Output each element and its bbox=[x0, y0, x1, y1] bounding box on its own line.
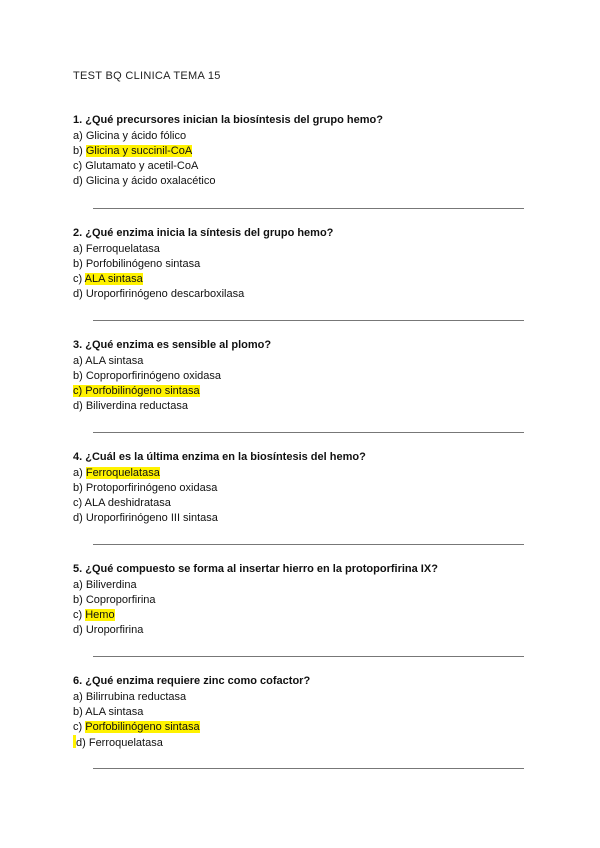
option-text: Biliverdina bbox=[85, 579, 137, 591]
option-a bbox=[73, 354, 533, 369]
option-b bbox=[73, 481, 533, 496]
option-text: Uroporfirina bbox=[85, 624, 144, 636]
option-prefix: c) bbox=[73, 497, 85, 509]
question-text: 2. ¿Qué enzima inicia la síntesis del grupo hemo? bbox=[73, 227, 334, 239]
option-prefix: d) bbox=[76, 737, 89, 749]
option-prefix: b) bbox=[73, 706, 86, 718]
question-text: 4. ¿Cuál es la última enzima en la biosíntesis del hemo? bbox=[73, 451, 366, 463]
option-d bbox=[73, 735, 533, 752]
option-prefix: a) bbox=[73, 130, 86, 142]
option-prefix: c) bbox=[73, 721, 86, 733]
option-prefix: a) bbox=[73, 579, 86, 591]
option-d bbox=[73, 511, 533, 526]
option-d bbox=[73, 399, 533, 414]
option-prefix: a) bbox=[73, 691, 86, 703]
highlighted-answer: Ferroquelatasa bbox=[85, 467, 160, 479]
option-prefix: b) bbox=[73, 370, 86, 382]
option-text: Glicina y ácido fólico bbox=[85, 130, 187, 142]
option-text: ALA deshidratasa bbox=[84, 497, 171, 509]
option-prefix: c) bbox=[73, 609, 86, 621]
option-prefix: b) bbox=[73, 594, 86, 606]
question-6 bbox=[73, 673, 533, 752]
question-text: 6. ¿Qué enzima requiere zinc como cofactor? bbox=[73, 675, 311, 687]
option-prefix: d) bbox=[73, 624, 86, 636]
divider-line bbox=[93, 432, 524, 433]
option-text: Glutamato y acetil-CoA bbox=[85, 160, 199, 172]
option-prefix: a) bbox=[73, 467, 86, 479]
divider-line bbox=[93, 320, 524, 321]
option-a bbox=[73, 242, 533, 257]
document-title: TEST BQ CLINICA TEMA 15 bbox=[73, 70, 221, 82]
option-prefix: d) bbox=[73, 400, 86, 412]
option-b bbox=[73, 705, 533, 720]
option-c bbox=[73, 608, 533, 623]
option-prefix: d) bbox=[73, 175, 86, 187]
option-text: Uroporfirinógeno III sintasa bbox=[85, 512, 218, 524]
divider-line bbox=[93, 656, 524, 657]
highlighted-answer: Porfobilinógeno sintasa bbox=[85, 721, 200, 733]
option-text: Coproporfirina bbox=[85, 594, 156, 606]
option-prefix: a) bbox=[73, 355, 86, 367]
option-a bbox=[73, 690, 533, 705]
option-prefix: c) bbox=[73, 160, 86, 172]
option-prefix: b) bbox=[73, 482, 86, 494]
option-prefix: b) bbox=[73, 258, 86, 270]
option-c bbox=[73, 159, 533, 174]
option-b bbox=[73, 593, 533, 608]
option-text: Uroporfirinógeno descarboxilasa bbox=[85, 288, 245, 300]
option-prefix: c) bbox=[73, 273, 85, 285]
option-prefix: a) bbox=[73, 243, 86, 255]
option-c bbox=[73, 384, 533, 399]
question-4 bbox=[73, 449, 533, 526]
option-d bbox=[73, 287, 533, 302]
option-c bbox=[73, 272, 533, 287]
option-prefix: b) bbox=[73, 145, 86, 157]
highlighted-answer: Glicina y succinil-CoA bbox=[85, 145, 193, 157]
option-text: ALA sintasa bbox=[85, 355, 144, 367]
option-a bbox=[73, 578, 533, 593]
option-prefix: d) bbox=[73, 288, 86, 300]
option-b bbox=[73, 257, 533, 272]
question-2 bbox=[73, 225, 533, 302]
option-text: Ferroquelatasa bbox=[88, 737, 163, 749]
option-text: Ferroquelatasa bbox=[85, 243, 160, 255]
divider-line bbox=[93, 544, 524, 545]
option-a bbox=[73, 129, 533, 144]
highlighted-answer: Hemo bbox=[85, 609, 115, 621]
option-text: Porfobilinógeno sintasa bbox=[85, 258, 201, 270]
option-d bbox=[73, 623, 533, 638]
option-prefix: d) bbox=[73, 512, 86, 524]
divider-line bbox=[93, 208, 524, 209]
option-b bbox=[73, 369, 533, 384]
option-text: Glicina y ácido oxalacético bbox=[85, 175, 216, 187]
divider-line bbox=[93, 768, 524, 769]
option-prefix: c) bbox=[73, 385, 86, 397]
question-text: 5. ¿Qué compuesto se forma al insertar hierro en la protoporfirina IX? bbox=[73, 563, 438, 575]
option-d bbox=[73, 174, 533, 189]
option-a bbox=[73, 466, 533, 481]
question-text: 3. ¿Qué enzima es sensible al plomo? bbox=[73, 339, 272, 351]
option-b bbox=[73, 144, 533, 159]
option-text: Protoporfirinógeno oxidasa bbox=[85, 482, 218, 494]
question-1 bbox=[73, 112, 533, 189]
option-text: ALA sintasa bbox=[85, 706, 144, 718]
option-text: Bilirrubina reductasa bbox=[85, 691, 187, 703]
option-c bbox=[73, 720, 533, 735]
option-text: Biliverdina reductasa bbox=[85, 400, 188, 412]
highlighted-answer: ALA sintasa bbox=[84, 273, 143, 285]
option-c bbox=[73, 496, 533, 511]
option-text: Coproporfirinógeno oxidasa bbox=[85, 370, 221, 382]
question-5 bbox=[73, 561, 533, 638]
question-3 bbox=[73, 337, 533, 414]
highlighted-answer: Porfobilinógeno sintasa bbox=[85, 385, 200, 397]
question-text: 1. ¿Qué precursores inician la biosíntesis del grupo hemo? bbox=[73, 114, 383, 126]
